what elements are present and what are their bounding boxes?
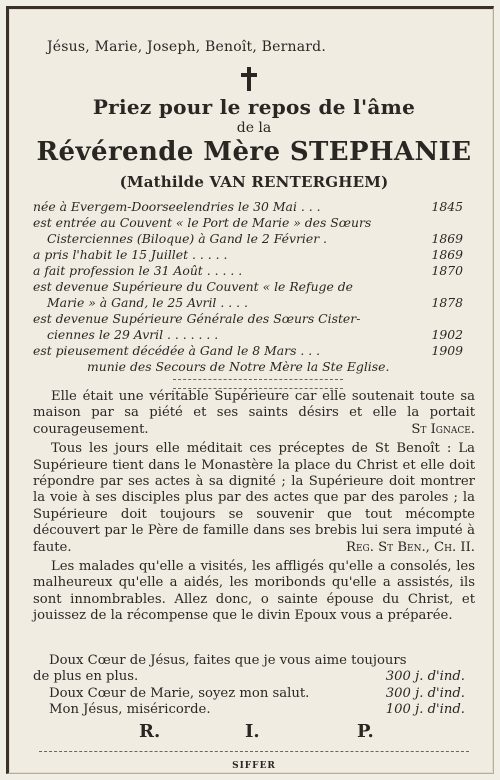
timeline-entry (33, 343, 475, 359)
rip-letter: P. (357, 721, 374, 742)
timeline-year: 1845 (431, 199, 463, 214)
prayer-text: Mon Jésus, miséricorde. (49, 702, 211, 718)
timeline-text: est devenue Supérieure du Couvent « le Refuge de (33, 279, 354, 294)
indulgence-value: 300 j. d'ind. (385, 685, 465, 701)
timeline-text: ciennes le 29 Avril . . . . . . . (47, 327, 219, 342)
heading-pray: Priez pour le repos de l'âme (92, 95, 416, 119)
paragraph-charity (33, 559, 475, 625)
timeline-year: 1878 (431, 295, 463, 310)
timeline-text: est devenue Supérieure Générale des Sœurs Cister- (33, 311, 361, 326)
prayer-line (33, 686, 475, 702)
indulgenced-prayers (33, 653, 475, 719)
paragraph-ignatius (33, 389, 475, 438)
timeline-text: munie des Secours de Notre Mère la Ste Eglise. (87, 359, 390, 374)
rip-line (33, 721, 475, 745)
paragraph-source: St Ignace. (411, 421, 475, 437)
paragraph-text: Elle était une véritable Supérieure car elle soutenait toute sa maison par sa piété et ses saints désirs et elle la portait courageusement. (33, 389, 475, 437)
timeline-entry (33, 263, 475, 279)
body-text (33, 389, 475, 625)
indulgence-value: 100 j. d'ind. (385, 702, 465, 718)
paragraph-text: Tous les jours elle méditait ces préceptes de St Benoît : La Supérieure tient dans le Monastère la place du Christ et elle doit répondre par ses actes à sa dignité ; la Supérieure doit montrer la voie à ses disciples plus par des actes que par des paroles ; la Supérieure doit toujours se souvenir que tout mécompte découvert par le Père de famille dans ses brebis lui sera imputé à faute. (33, 441, 475, 555)
rip-letter: R. (139, 721, 161, 742)
lay-name: (Mathilde VAN RENTERGHEM) (119, 173, 389, 191)
bottom-rule (39, 751, 469, 752)
indulgence-value: 300 j. d'ind. (385, 669, 465, 685)
timeline-entry (33, 231, 475, 247)
timeline-year: 1909 (431, 343, 463, 358)
timeline-entry (33, 359, 475, 375)
heading-de-la: de la (236, 120, 272, 136)
card-content (33, 9, 475, 773)
timeline-year: 1869 (431, 231, 463, 246)
paragraph-benedict (33, 441, 475, 556)
timeline-entry (33, 327, 475, 343)
invocation-line: Jésus, Marie, Joseph, Benoît, Bernard. (47, 39, 326, 55)
prayer-text: de plus en plus. (33, 669, 139, 685)
timeline-text: a fait profession le 31 Août . . . . . (33, 263, 243, 278)
timeline-entry (33, 247, 475, 263)
timeline-text: est entrée au Couvent « le Port de Marie » des Sœurs (33, 215, 372, 230)
timeline-text: a pris l'habit le 15 Juillet . . . . . (33, 247, 228, 262)
timeline-entry (33, 199, 475, 215)
timeline (33, 199, 475, 375)
ornamental-divider (173, 379, 343, 389)
prayer-line (33, 653, 475, 669)
paragraph-source: Reg. St Ben., Ch. II. (346, 539, 475, 555)
paragraph-text: Les malades qu'elle a visités, les affligés qu'elle a consolés, les malheureux qu'elle a aidés, les moribonds qu'elle a assistés, ils sont innombrables. Allez donc, o sainte épouse du Christ, et jouissez de la récompense que le divin Epoux vous a préparée. (33, 559, 475, 624)
timeline-entry (33, 295, 475, 311)
prayer-line (33, 702, 475, 718)
timeline-text: Cisterciennes (Biloque) à Gand le 2 Février . (47, 231, 327, 246)
prayer-text: Doux Cœur de Marie, soyez mon salut. (49, 685, 310, 701)
timeline-entry (33, 279, 475, 295)
timeline-year: 1869 (431, 247, 463, 262)
timeline-year: 1870 (431, 263, 463, 278)
memorial-card (6, 6, 494, 774)
prayer-text: Doux Cœur de Jésus, faites que je vous aime toujours (49, 653, 407, 668)
printer-name: SIFFER (232, 761, 276, 771)
timeline-entry (33, 311, 475, 327)
latin-cross-icon (239, 67, 259, 91)
rip-letter: I. (245, 721, 260, 742)
timeline-text: est pieusement décédée à Gand le 8 Mars . . . (33, 343, 321, 358)
timeline-text: Marie » à Gand, le 25 Avril . . . . (47, 295, 248, 310)
timeline-text: née à Evergem-Doorseelendries le 30 Mai . . . (33, 199, 321, 214)
deceased-name: Révérende Mère STEPHANIE (36, 137, 472, 167)
timeline-entry (33, 215, 475, 231)
timeline-year: 1902 (431, 327, 463, 342)
prayer-line (33, 669, 475, 685)
